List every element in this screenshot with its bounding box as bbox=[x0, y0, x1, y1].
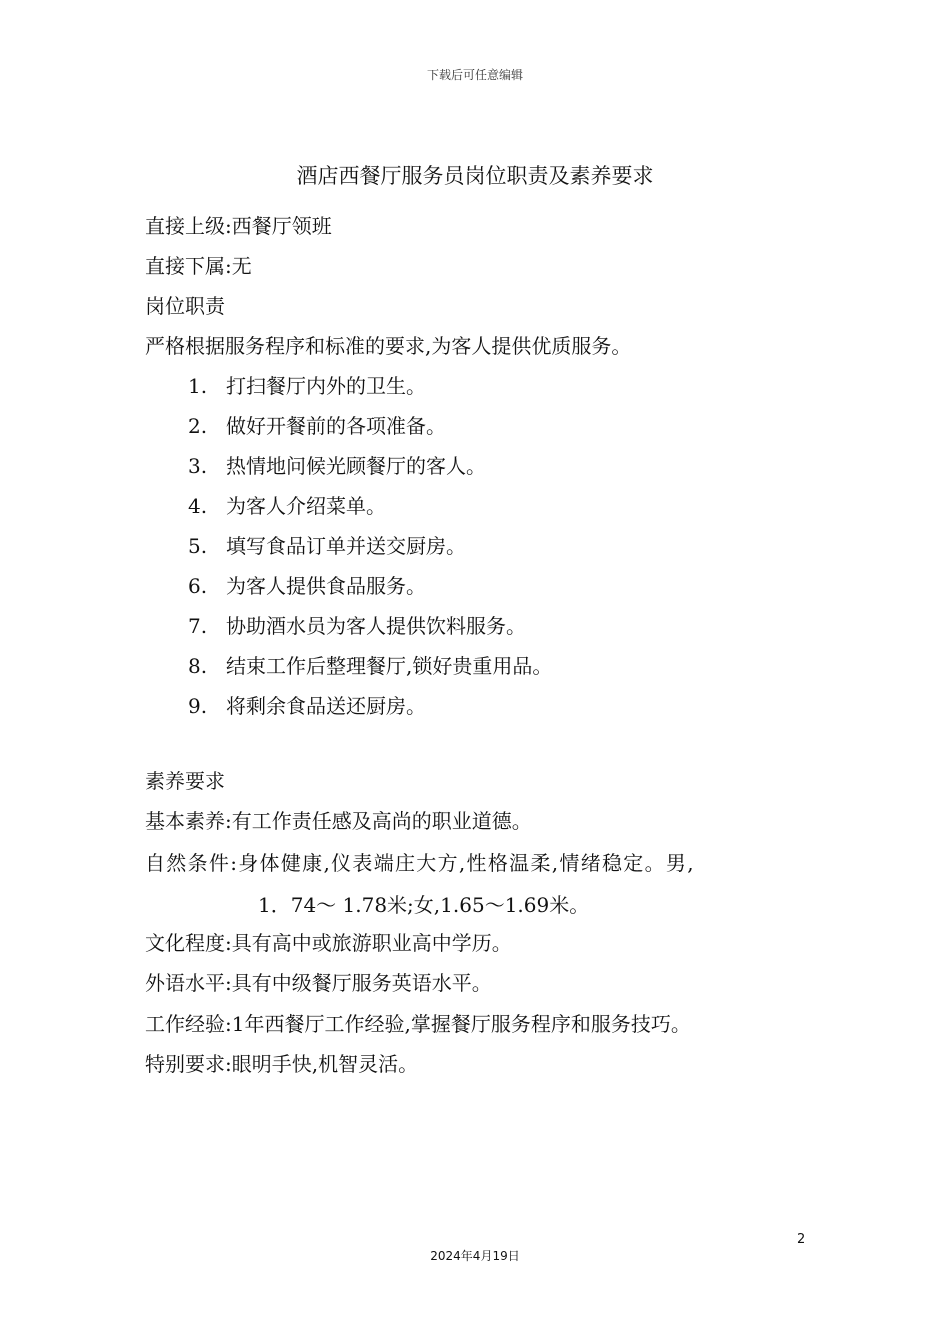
natural-conditions: 自然条件:身体健康,仪表端庄大方,性格温柔,情绪稳定。男, bbox=[145, 851, 695, 875]
duty-text: 做好开餐前的各项准备。 bbox=[226, 414, 446, 438]
document-title: 酒店西餐厅服务员岗位职责及素养要求 bbox=[296, 164, 654, 188]
quality-heading: 素养要求 bbox=[145, 769, 225, 793]
duty-number: 1. bbox=[188, 374, 208, 398]
duty-item bbox=[188, 693, 426, 719]
duty-text: 热情地问候光顾餐厅的客人。 bbox=[226, 454, 486, 478]
duty-number: 9. bbox=[188, 694, 208, 718]
duty-number: 5. bbox=[188, 534, 208, 558]
page-number: 2 bbox=[797, 1232, 806, 1247]
duty-item bbox=[188, 453, 486, 479]
duty-text: 结束工作后整理餐厅,锁好贵重用品。 bbox=[226, 654, 553, 678]
duty-number: 6. bbox=[188, 574, 208, 598]
duty-item bbox=[188, 653, 552, 679]
duty-item bbox=[188, 533, 466, 559]
duty-text: 协助酒水员为客人提供饮料服务。 bbox=[226, 614, 526, 638]
duties-heading: 岗位职责 bbox=[145, 294, 225, 318]
duty-item bbox=[188, 373, 426, 399]
direct-subordinate: 直接下属:无 bbox=[145, 254, 252, 278]
basic-quality: 基本素养:有工作责任感及高尚的职业道德。 bbox=[145, 809, 532, 833]
duty-text: 为客人提供食品服务。 bbox=[226, 574, 426, 598]
education-level: 文化程度:具有高中或旅游职业高中学历。 bbox=[145, 931, 512, 955]
duty-item bbox=[188, 413, 446, 439]
special-requirements: 特别要求:眼明手快,机智灵活。 bbox=[145, 1052, 419, 1076]
duty-text: 填写食品订单并送交厨房。 bbox=[226, 534, 466, 558]
header-note: 下载后可任意编辑 bbox=[426, 68, 523, 82]
duty-number: 8. bbox=[188, 654, 208, 678]
footer-date: 2024年4月19日 bbox=[430, 1249, 520, 1263]
duty-number: 7. bbox=[188, 614, 208, 638]
direct-superior: 直接上级:西餐厅领班 bbox=[145, 214, 332, 238]
language-level: 外语水平:具有中级餐厅服务英语水平。 bbox=[145, 971, 492, 995]
duty-text: 将剩余食品送还厨房。 bbox=[226, 694, 426, 718]
duty-text: 为客人介绍菜单。 bbox=[226, 494, 386, 518]
duty-item bbox=[188, 493, 386, 519]
duties-intro: 严格根据服务程序和标准的要求,为客人提供优质服务。 bbox=[145, 334, 632, 358]
work-experience: 工作经验:1年西餐厅工作经验,掌握餐厅服务程序和服务技巧。 bbox=[145, 1012, 691, 1036]
duty-number: 4. bbox=[188, 494, 208, 518]
duty-number: 3. bbox=[188, 454, 208, 478]
natural-conditions-height: 1．74～ 1.78米;女,1.65～1.69米。 bbox=[258, 893, 590, 917]
duty-item bbox=[188, 573, 426, 599]
duty-number: 2. bbox=[188, 414, 208, 438]
duty-item bbox=[188, 613, 526, 639]
duty-text: 打扫餐厅内外的卫生。 bbox=[226, 374, 426, 398]
